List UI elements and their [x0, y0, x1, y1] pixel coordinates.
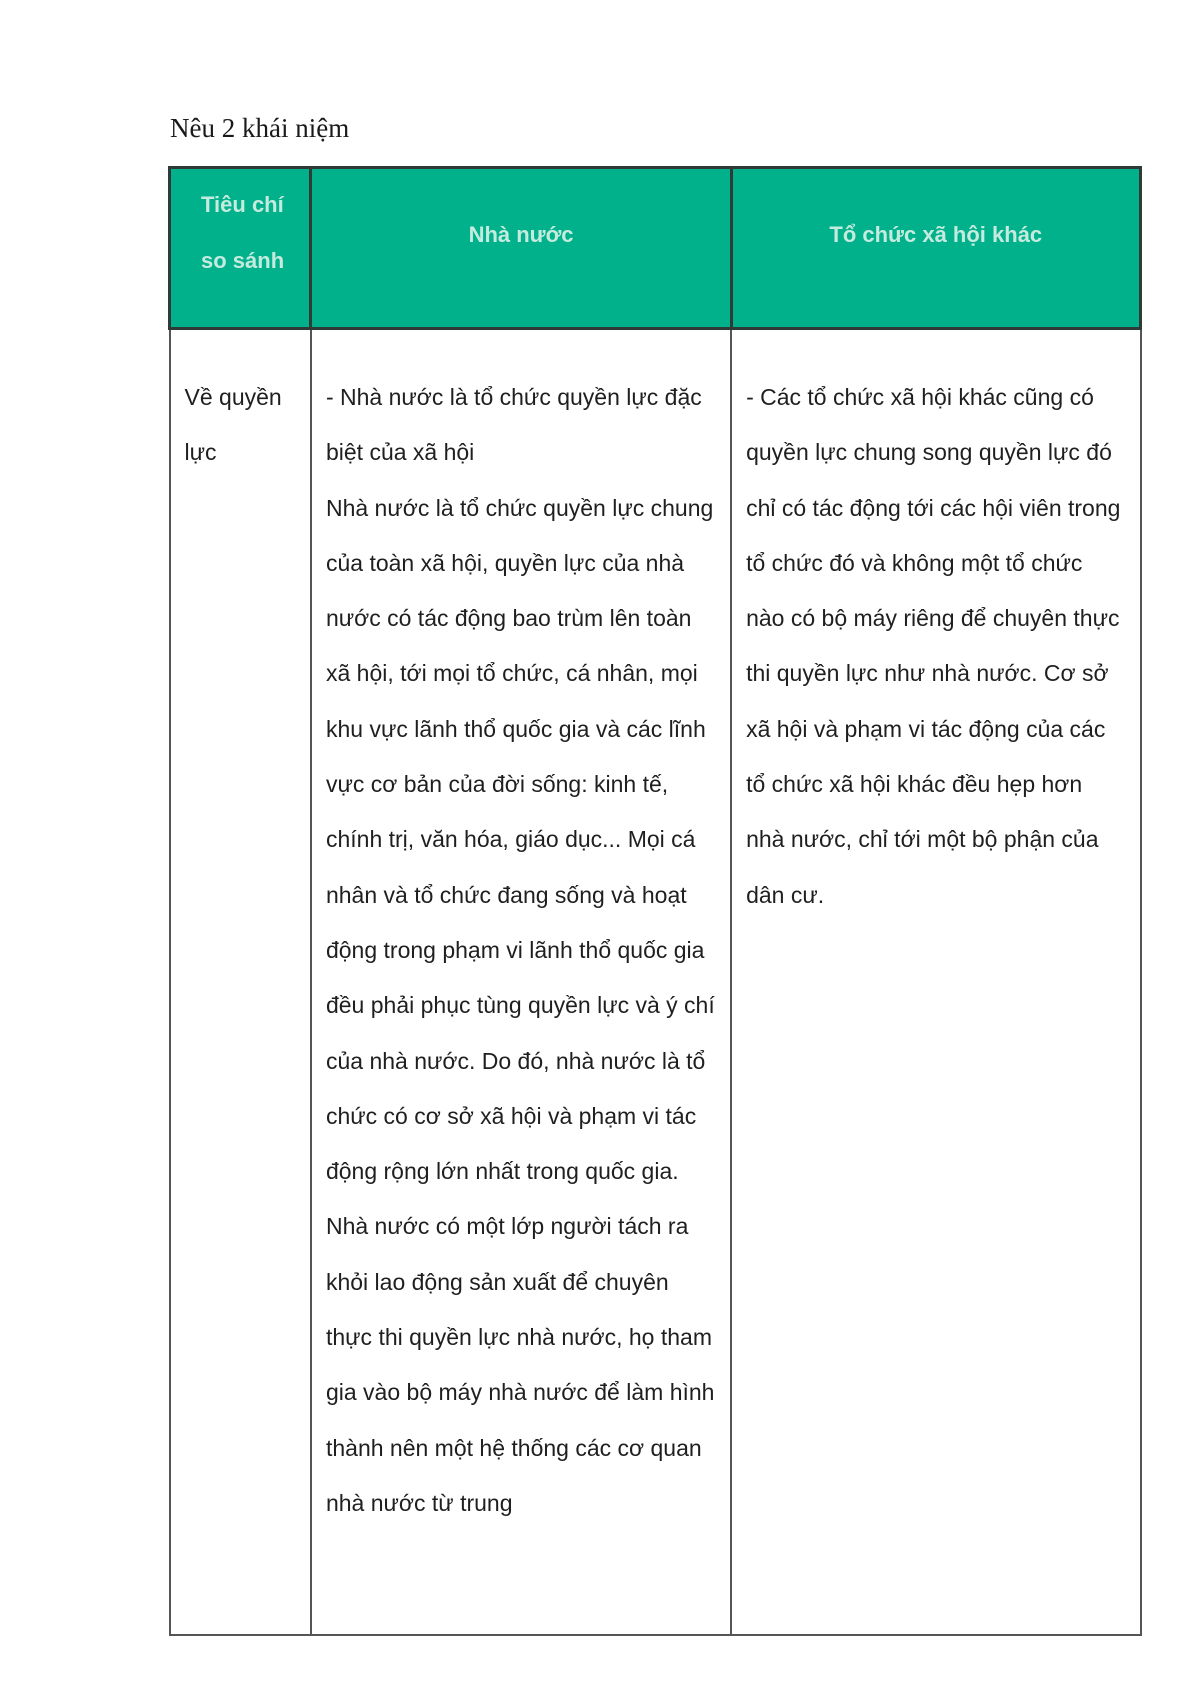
header-state: Nhà nước	[311, 168, 731, 329]
state-paragraph: Nhà nước là tổ chức quyền lực chung của toàn xã hội, quyền lực của nhà nước có tác động bao trùm lên toàn xã hội, tới mọi tổ chức, cá nhân, mọi khu vực lãnh thổ quốc gia và các lĩnh vực cơ bản của đời sống: kinh tế, chính trị, văn hóa, giáo dục... Mọi cá nhân và tổ chức đang sống và hoạt động trong phạm vi lãnh thổ quốc gia đều phải phục tùng quyền lực và ý chí của nhà nước. Do đó, nhà nước là tổ chức có cơ sở xã hội và phạm vi tác động rộng lớn nhất trong quốc gia.	[325, 494, 715, 1185]
cell-other-orgs	[731, 329, 1140, 1636]
header-criteria-line1: Tiêu chí	[201, 192, 284, 217]
other-paragraph: - Các tổ chức xã hội khác cũng có quyền lực chung song quyền lực đó chỉ có tác động tới các hội viên trong tổ chức đó và không một tổ chức nào có bộ máy riêng để chuyên thực thi quyền lực như nhà nước. Cơ sở xã hội và phạm vi tác động của các tổ chức xã hội khác đều hẹp hơn nhà nước, chỉ tới một bộ phận của dân cư.	[746, 384, 1121, 908]
header-other-orgs: Tổ chức xã hội khác	[731, 168, 1140, 329]
cell-criteria: Về quyền lực	[170, 329, 311, 1636]
header-criteria-line2: so sánh	[201, 248, 285, 273]
header-criteria	[170, 168, 311, 329]
cell-state	[311, 329, 731, 1636]
state-paragraph: Nhà nước có một lớp người tách ra khỏi lao động sản xuất để chuyên thực thi quyền lực nhà nước, họ tham gia vào bộ máy nhà nước để làm hình thành nên một hệ thống các cơ quan nhà nước từ trung	[325, 1213, 715, 1516]
state-paragraph: - Nhà nước là tổ chức quyền lực đặc biệt của xã hội	[325, 384, 702, 466]
table-row	[170, 329, 1141, 1636]
comparison-table	[168, 166, 1142, 1636]
table-header-row	[170, 168, 1141, 329]
page-heading: Nêu 2 khái niệm	[170, 113, 350, 143]
